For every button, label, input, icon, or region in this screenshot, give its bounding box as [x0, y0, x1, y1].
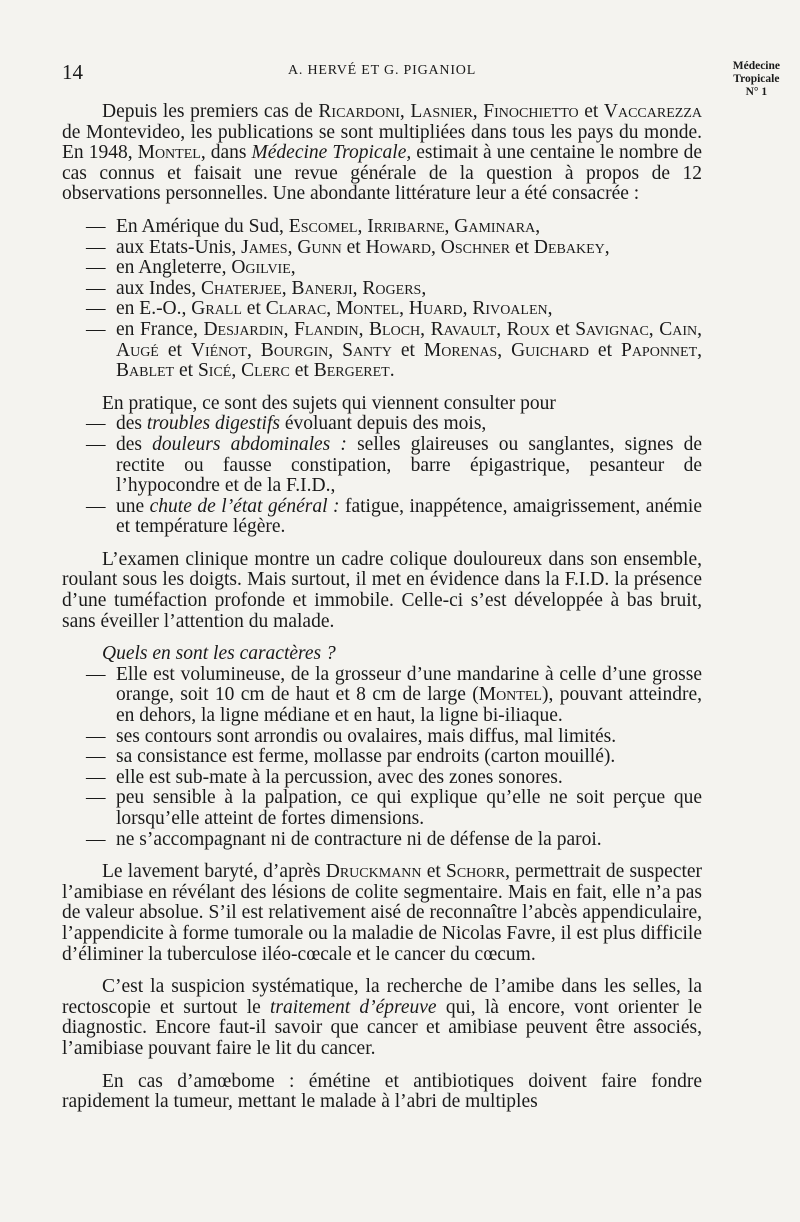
journal-tag — [733, 60, 780, 99]
journal-tag-line: N° 1 — [745, 86, 768, 98]
symptoms-list — [62, 414, 702, 538]
page-number: 14 — [62, 60, 83, 84]
list-item: — en E.-O., Grall et Clarac, Montel, Huard, Rivoalen, — [62, 299, 702, 320]
list-item: — des douleurs abdominales : selles glaireuses ou sanglantes, signes de rectite ou fausse constipation, barre épigastrique, pesanteur de l’hypocondre et de la F.I.D., — [62, 435, 702, 497]
list-item: — Elle est volumineuse, de la grosseur d’une mandarine à celle d’une grosse orange, soit 10 cm de haut et 8 cm de large (Montel), pouvant atteindre, en dehors, la ligne médiane et en haut, la ligne bi-iliaque. — [62, 665, 702, 727]
paragraph-symptoms-intro: En pratique, ce sont des sujets qui viennent consulter pour — [102, 392, 556, 414]
journal-tag-line: Médecine — [732, 60, 780, 72]
list-item: — une chute de l’état général : fatigue, inappétence, amaigrissement, anémie et température légère. — [62, 497, 702, 538]
paragraph-barium-enema: Le lavement baryté, d’après Druckmann et Schorr, permettrait de suspecter l’amibiase en révélant des lésions de colite segmentaire. Mais en fait, elle n’a pas de valeur absolue. S’il est relativement aisé de reconnaître l’abcès appendiculaire, l’appendicite à forme tumorale ou la maladie de Nicolas Favre, il est plus difficile d’éliminer la tuberculose iléo-cœcale et le cancer du cœcum. — [62, 861, 703, 965]
running-head: A. HERVÉ ET G. PIGANIOL — [287, 63, 477, 78]
section-question: Quels en sont les caractères ? — [102, 643, 336, 665]
authors-list — [62, 217, 702, 382]
list-item: — peu sensible à la palpation, ce qui explique qu’elle ne soit perçue que lorsqu’elle atteint de fortes dimensions. — [62, 788, 702, 829]
paragraph-treatment: En cas d’amœbome : émétine et antibiotiques doivent faire fondre rapidement la tumeur, mettant le malade à l’abri de multiples — [62, 1070, 702, 1113]
list-item: — aux Etats-Unis, James, Gunn et Howard, Oschner et Debakey, — [62, 238, 702, 259]
paragraph-clinical-exam: L’examen clinique montre un cadre colique douloureux dans son ensemble, roulant sous les doigts. Mais surtout, il met en évidence dans la F.I.D. la présence d’une tuméfaction profonde et immobile. Celle-ci s’est développée à bas bruit, sans éveiller l’attention du malade. — [62, 548, 702, 632]
list-item: — en Angleterre, Ogilvie, — [62, 258, 702, 279]
characteristics-list — [62, 665, 702, 850]
list-item: — elle est sub-mate à la percussion, avec des zones sonores. — [62, 768, 702, 789]
journal-tag-line: Tropicale — [733, 73, 780, 85]
list-item: — des troubles digestifs évoluant depuis des mois, — [62, 414, 702, 435]
paragraph-diagnosis: C’est la suspicion systématique, la recherche de l’amibe dans les selles, la rectoscopie et surtout le traitement d’épreuve qui, là encore, vont orienter le diagnostic. Encore faut-il savoir que cancer et amibiase peuvent être associés, l’amibiase pouvant faire le lit du cancer. — [62, 976, 702, 1059]
list-item: — En Amérique du Sud, Escomel, Irribarne, Gaminara, — [62, 217, 702, 238]
article-body — [62, 102, 702, 1113]
list-item: — aux Indes, Chaterjee, Banerji, Rogers, — [62, 279, 702, 300]
list-item: — ne s’accompagnant ni de contracture ni de défense de la paroi. — [62, 830, 702, 851]
page-header — [62, 60, 702, 84]
list-item: — sa consistance est ferme, mollasse par endroits (carton mouillé). — [62, 747, 702, 768]
list-item: — ses contours sont arrondis ou ovalaires, mais diffus, mal limités. — [62, 727, 702, 748]
paragraph-intro: Depuis les premiers cas de Ricardoni, Lasnier, Finochietto et Vaccarezza de Montevideo, les publications se sont multipliées dans tous les pays du monde. En 1948, Montel, dans Médecine Tropicale, estimait à une centaine le nombre de cas connus et faisait une revue générale de la question à propos de 12 observations personnelles. Une abondante littérature leur a été consacrée : — [62, 101, 702, 205]
list-item: — en France, Desjardin, Flandin, Bloch, Ravault, Roux et Savignac, Cain, Augé et Viénot, Bourgin, Santy et Morenas, Guichard et Paponnet, Bablet et Sicé, Clerc et Bergeret. — [62, 320, 702, 382]
